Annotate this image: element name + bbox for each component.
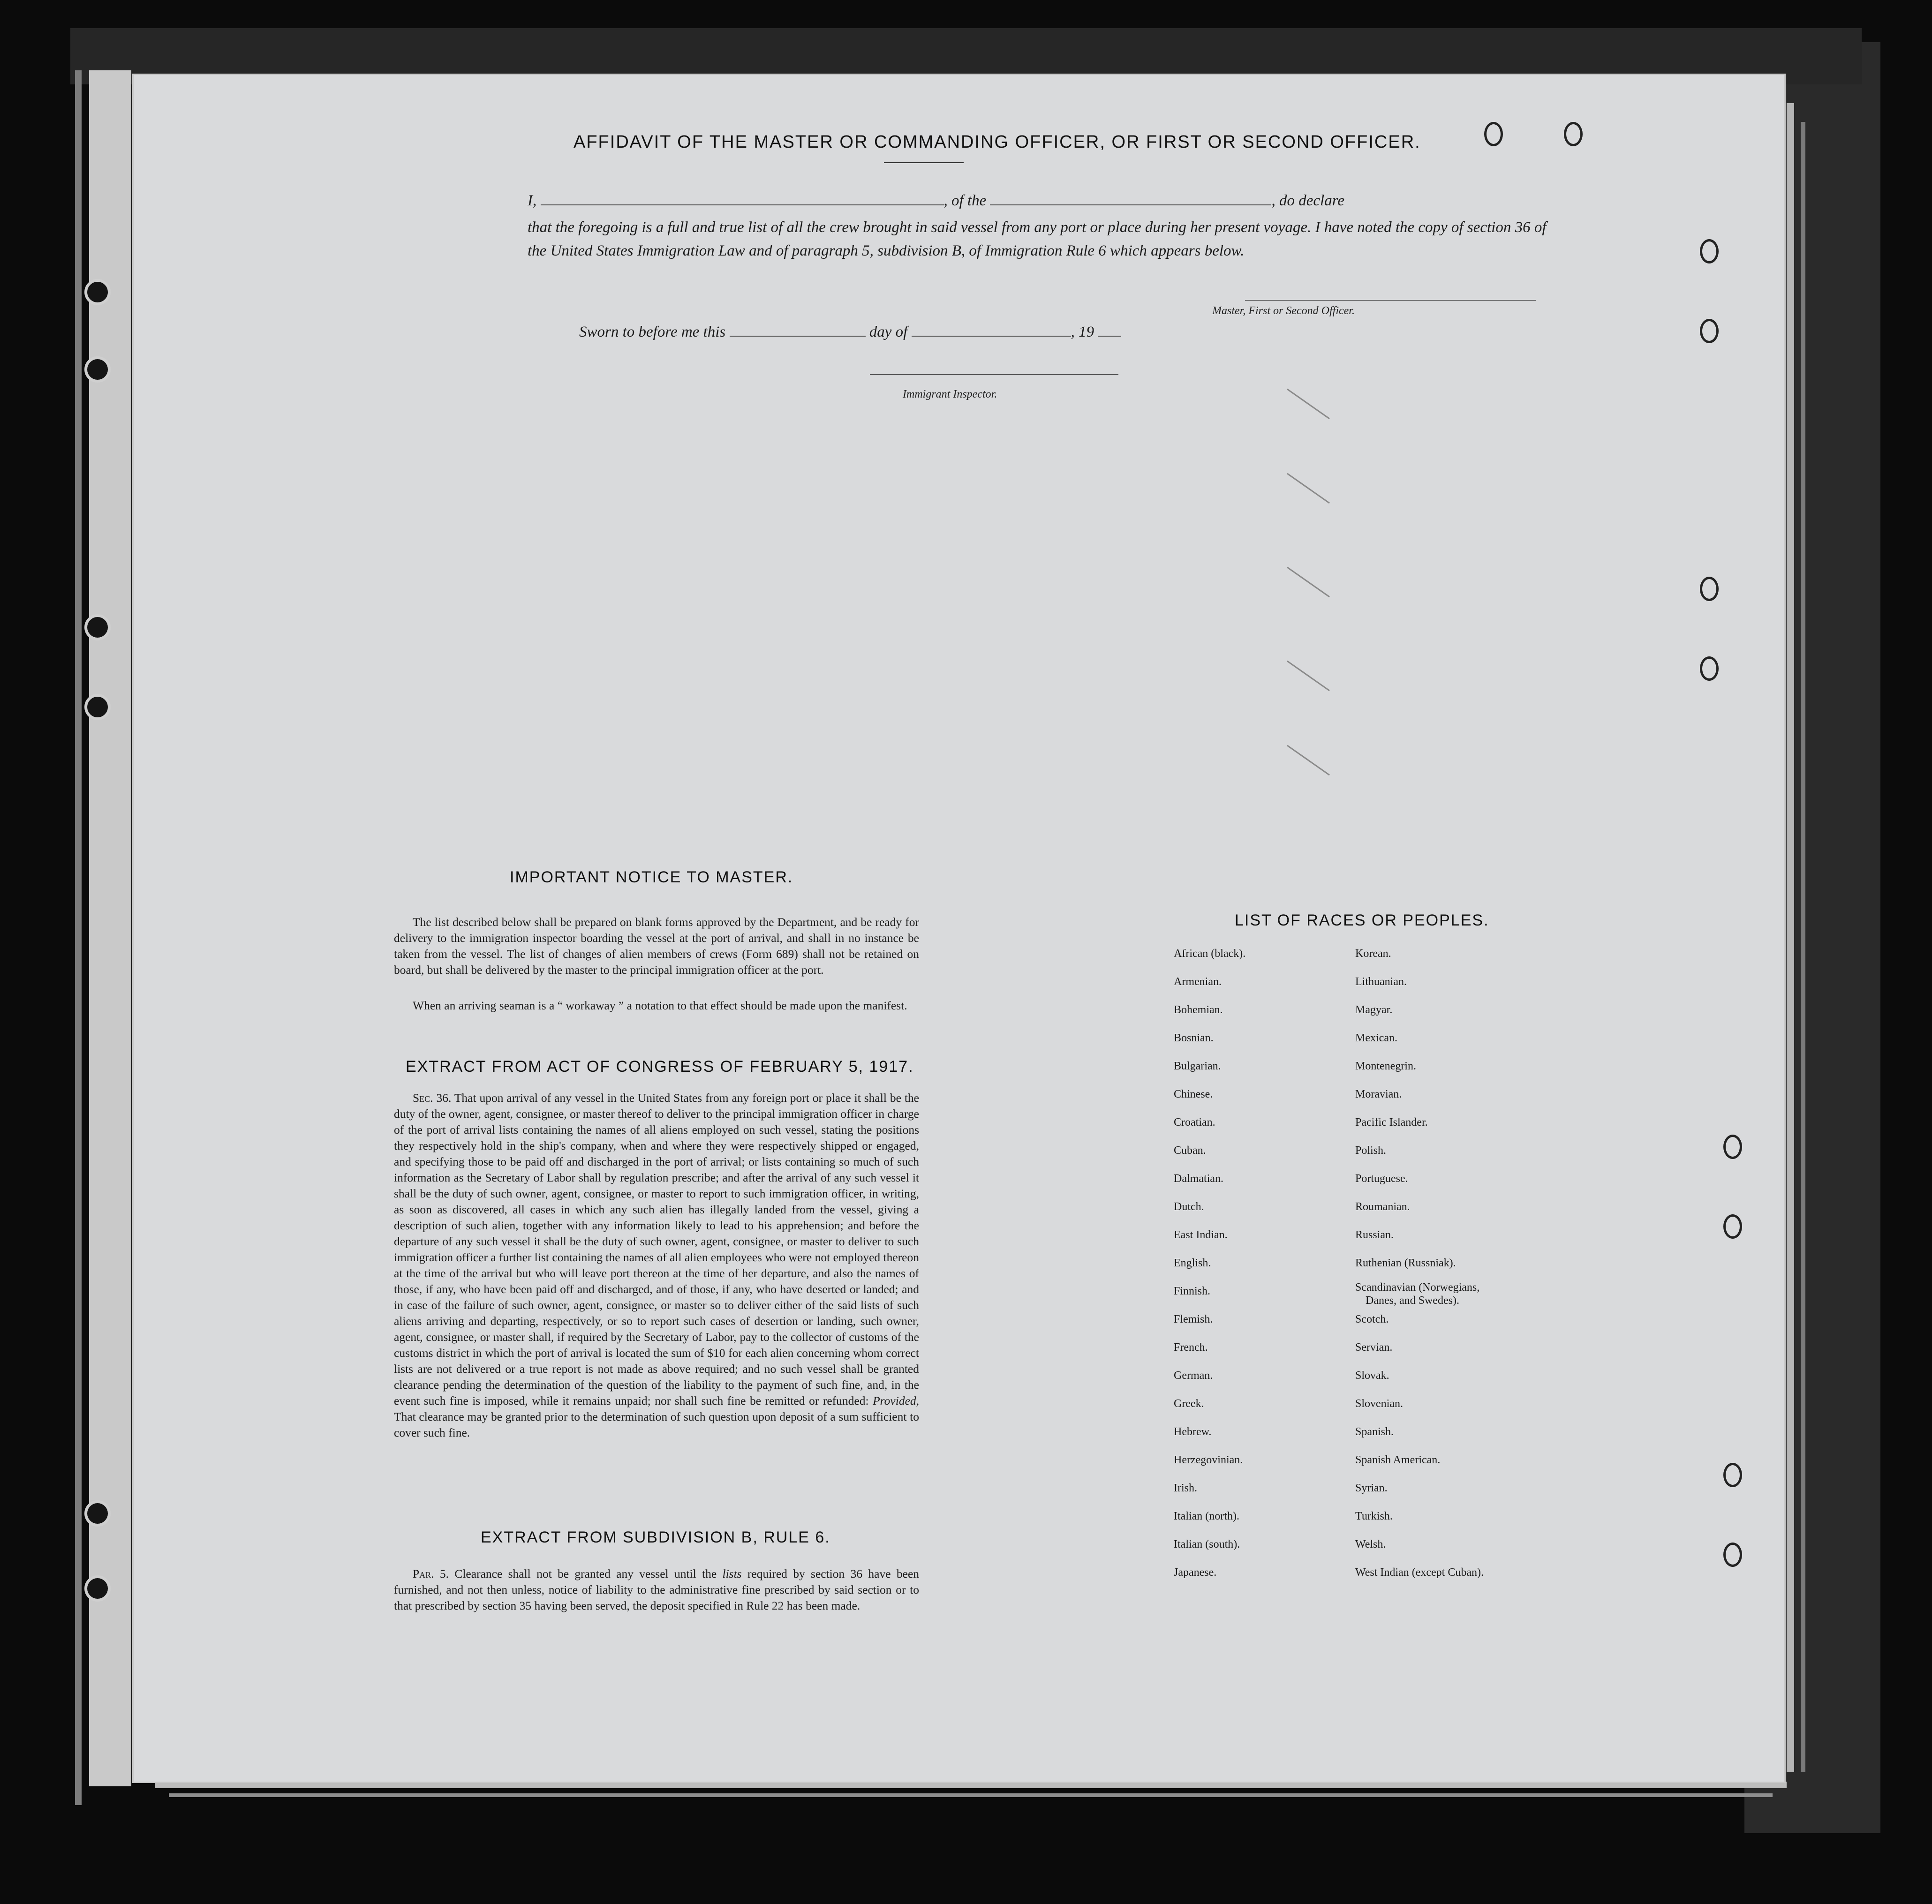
sworn-day-field[interactable] bbox=[730, 324, 866, 337]
race-item: Portuguese. bbox=[1355, 1173, 1408, 1185]
lists-word: lists bbox=[722, 1567, 742, 1580]
inspector-label: Immigrant Inspector. bbox=[903, 388, 997, 400]
affidavit-body: that the foregoing is a full and true list of all the crew brought in said vessel from any port or place during her present voyage. I have noted the copy of section 36 of the United States Immigration Law and of paragraph 5, subdivision B, of Immigration Rule 6 which appears below. bbox=[528, 219, 1547, 259]
race-item: Moravian. bbox=[1355, 1088, 1402, 1100]
race-item: Spanish. bbox=[1355, 1426, 1394, 1438]
punch-ring bbox=[1723, 1214, 1742, 1239]
punch-ring bbox=[1484, 122, 1503, 146]
races-title: LIST OF RACES OR PEOPLES. bbox=[1235, 911, 1489, 929]
race-item: Syrian. bbox=[1355, 1482, 1388, 1494]
races-column-2 bbox=[1355, 947, 1618, 1585]
race-item: West Indian (except Cuban). bbox=[1355, 1566, 1484, 1579]
race-item: Irish. bbox=[1174, 1482, 1197, 1494]
race-item: Slovenian. bbox=[1355, 1398, 1403, 1410]
punch-ring bbox=[1700, 319, 1719, 343]
race-item: Dutch. bbox=[1174, 1201, 1204, 1213]
page-edge-left-2 bbox=[89, 70, 131, 1786]
vessel-name-field[interactable] bbox=[990, 193, 1271, 205]
act-extract-title: EXTRACT FROM ACT OF CONGRESS OF FEBRUARY 5, 1917. bbox=[406, 1058, 914, 1076]
rule-text-a: Clearance shall not be granted any vessel until the bbox=[454, 1567, 717, 1580]
punch-ring bbox=[1723, 1463, 1742, 1487]
page-edge-bottom-2 bbox=[169, 1793, 1773, 1797]
race-item: Croatian. bbox=[1174, 1116, 1215, 1129]
affidavit-title-rule bbox=[884, 162, 964, 163]
race-item: Scotch. bbox=[1355, 1313, 1389, 1325]
race-item: German. bbox=[1174, 1370, 1213, 1382]
page-edge-bottom bbox=[155, 1782, 1787, 1788]
race-item: Roumanian. bbox=[1355, 1201, 1410, 1213]
sworn-year: , 19 bbox=[1071, 324, 1094, 340]
race-item: Turkish. bbox=[1355, 1510, 1393, 1522]
binder-hole bbox=[84, 694, 111, 720]
bleed-through-mark bbox=[1287, 661, 1330, 692]
race-item: Italian (north). bbox=[1174, 1510, 1239, 1522]
race-item-continuation: Danes, and Swedes). bbox=[1366, 1294, 1459, 1307]
race-item: Russian. bbox=[1355, 1229, 1394, 1241]
bleed-through-mark bbox=[1287, 389, 1330, 420]
race-item: Slovak. bbox=[1355, 1370, 1389, 1382]
race-item: Finnish. bbox=[1174, 1285, 1211, 1297]
rule-text-b: required by section 36 have been furnished, and not then unless, notice of liability to the administrative fine prescribed by said section or to that prescribed by section 35 having been served, the deposit specified in Rule 22 has been made. bbox=[394, 1567, 920, 1612]
sworn-year-field[interactable] bbox=[1098, 324, 1121, 337]
punch-ring bbox=[1723, 1135, 1742, 1159]
race-item: French. bbox=[1174, 1341, 1208, 1354]
race-item: English. bbox=[1174, 1257, 1211, 1269]
affidavit-first-line bbox=[528, 192, 1550, 210]
race-item: Ruthenian (Russniak). bbox=[1355, 1257, 1456, 1269]
bleed-through-mark bbox=[1287, 745, 1330, 776]
document-sheet bbox=[134, 75, 1784, 1782]
notice-paragraph-2: When an arriving seaman is a “ workaway ” a notation to that effect should be made upon the manifest. bbox=[413, 999, 907, 1012]
sworn-prefix: Sworn to before me this bbox=[579, 324, 726, 340]
race-item: Dalmatian. bbox=[1174, 1173, 1223, 1185]
affidavit-title: AFFIDAVIT OF THE MASTER OR COMMANDING OFFICER, OR FIRST OR SECOND OFFICER. bbox=[574, 132, 1421, 152]
race-item: Pacific Islander. bbox=[1355, 1116, 1428, 1129]
bleed-through-mark bbox=[1287, 567, 1330, 598]
race-item: African (black). bbox=[1174, 948, 1246, 960]
race-item: Welsh. bbox=[1355, 1538, 1386, 1550]
page-edge-right bbox=[1787, 103, 1794, 1772]
race-item: Italian (south). bbox=[1174, 1538, 1240, 1550]
race-item: Servian. bbox=[1355, 1341, 1393, 1354]
race-item: Bosnian. bbox=[1174, 1032, 1214, 1044]
affidavit-i-label: I, bbox=[528, 192, 537, 209]
punch-ring bbox=[1700, 656, 1719, 681]
binder-hole bbox=[84, 356, 111, 383]
provided-word: Provided, bbox=[873, 1394, 920, 1407]
race-item: Polish. bbox=[1355, 1144, 1387, 1157]
signature-label: Master, First or Second Officer. bbox=[1212, 305, 1355, 317]
rule-extract-text bbox=[394, 1566, 919, 1614]
race-item: Japanese. bbox=[1174, 1566, 1217, 1579]
race-item: Montenegrin. bbox=[1355, 1060, 1416, 1072]
race-item: Korean. bbox=[1355, 948, 1391, 960]
notice-paragraph-1: The list described below shall be prepared on blank forms approved by the Department, and be ready for delivery to the immigration inspector boarding the vessel at the port of arrival, and shall in no instance be taken from the vessel. The list of changes of alien members of crews (Form 689) shall not be retained on board, but shall be delivered by the master to the principal immigration officer at the port. bbox=[394, 915, 919, 977]
inspector-signature-line bbox=[870, 374, 1118, 375]
punch-ring bbox=[1700, 577, 1719, 601]
affidavit-do-declare-label: , do declare bbox=[1271, 192, 1344, 209]
rule-extract-title: EXTRACT FROM SUBDIVISION B, RULE 6. bbox=[481, 1528, 830, 1546]
races-column-1 bbox=[1174, 947, 1361, 1585]
race-item: Lithuanian. bbox=[1355, 976, 1407, 988]
race-item: Flemish. bbox=[1174, 1313, 1213, 1325]
sworn-day-of: day of bbox=[869, 324, 908, 340]
affidavit-of-the-label: , of the bbox=[943, 192, 987, 209]
sworn-month-field[interactable] bbox=[912, 324, 1071, 337]
binder-hole bbox=[84, 1575, 111, 1602]
race-item: Magyar. bbox=[1355, 1004, 1393, 1016]
race-item: East Indian. bbox=[1174, 1229, 1228, 1241]
race-item: Herzegovinian. bbox=[1174, 1454, 1243, 1466]
master-name-field[interactable] bbox=[541, 193, 944, 205]
race-item: Bohemian. bbox=[1174, 1004, 1223, 1016]
section-tail: That clearance may be granted prior to the determination of such question upon deposit of a sum sufficient to cover such fine. bbox=[394, 1410, 919, 1439]
race-item: Hebrew. bbox=[1174, 1426, 1212, 1438]
race-item: Spanish American. bbox=[1355, 1454, 1441, 1466]
act-extract-text bbox=[394, 1090, 919, 1441]
race-item: Mexican. bbox=[1355, 1032, 1397, 1044]
binder-hole bbox=[84, 279, 111, 305]
race-item: Chinese. bbox=[1174, 1088, 1213, 1100]
race-item: Scandinavian (Norwegians, bbox=[1355, 1281, 1480, 1294]
paragraph-label: Par. 5. bbox=[413, 1567, 449, 1580]
section-label: Sec. 36. bbox=[413, 1091, 452, 1105]
binder-hole bbox=[84, 1500, 111, 1527]
page-edge-right-2 bbox=[1801, 122, 1805, 1772]
section-text: That upon arrival of any vessel in the United States from any foreign port or place it shall be the duty of the owner, agent, consignee, or master thereof to deliver to the principal immigration officer in charge of the port of arrival lists containing the names of all aliens employed on such vessel, stating the positions they respectively hold in the ship's company, when and where they were respectively shipped or engaged, and specifying those to be paid off and discharged in the port of arrival; or lists containing so much of such information as the Secretary of Labor shall by regulation prescribe; and after the arrival of any such vessel it shall be the duty of such owner, agent, consignee, or master to report to such immigration officer, in writing, as soon as discovered, all cases in which any such alien has illegally landed from the vessel, giving a description of such alien, together with any information likely to lead to his apprehension; and before the departure of any such vessel it shall be the duty of such owner, agent, consignee, or master to deliver to such immigration officer a further list containing the names of all alien employees who were not employed thereon at the time of the arrival but who will leave port thereon at the time of her departure, and also the names of those, if any, who have been paid off and discharged, and of those, if any, who have deserted or landed; and in case of the failure of such owner, agent, consignee, or master so to deliver either of the said lists of such aliens arriving and departing, respectively, or so to report such cases of desertion or landing, such owner, agent, consignee, or master shall, if required by the Secretary of Labor, pay to the collector of customs of the customs district in which the port of arrival is located the sum of $10 for each alien concerning whom correct lists are not delivered or a true report is not made as above required; and no such vessel shall be granted clearance pending the determination of the question of the liability to the payment of such fine, and, in the event such fine is imposed, while it remains unpaid; nor shall such fine be remitted or refunded: bbox=[394, 1091, 919, 1407]
race-item: Greek. bbox=[1174, 1398, 1204, 1410]
page-edge-left bbox=[75, 70, 82, 1805]
race-item: Cuban. bbox=[1174, 1144, 1206, 1157]
race-item: Armenian. bbox=[1174, 976, 1222, 988]
signature-line bbox=[1245, 300, 1536, 301]
punch-ring bbox=[1723, 1543, 1742, 1567]
bleed-through-mark bbox=[1287, 473, 1330, 504]
race-item: Bulgarian. bbox=[1174, 1060, 1221, 1072]
binder-hole bbox=[84, 614, 111, 640]
sworn-line bbox=[579, 324, 1121, 341]
notice-title: IMPORTANT NOTICE TO MASTER. bbox=[510, 868, 793, 886]
punch-ring bbox=[1564, 122, 1583, 146]
punch-ring bbox=[1700, 239, 1719, 263]
